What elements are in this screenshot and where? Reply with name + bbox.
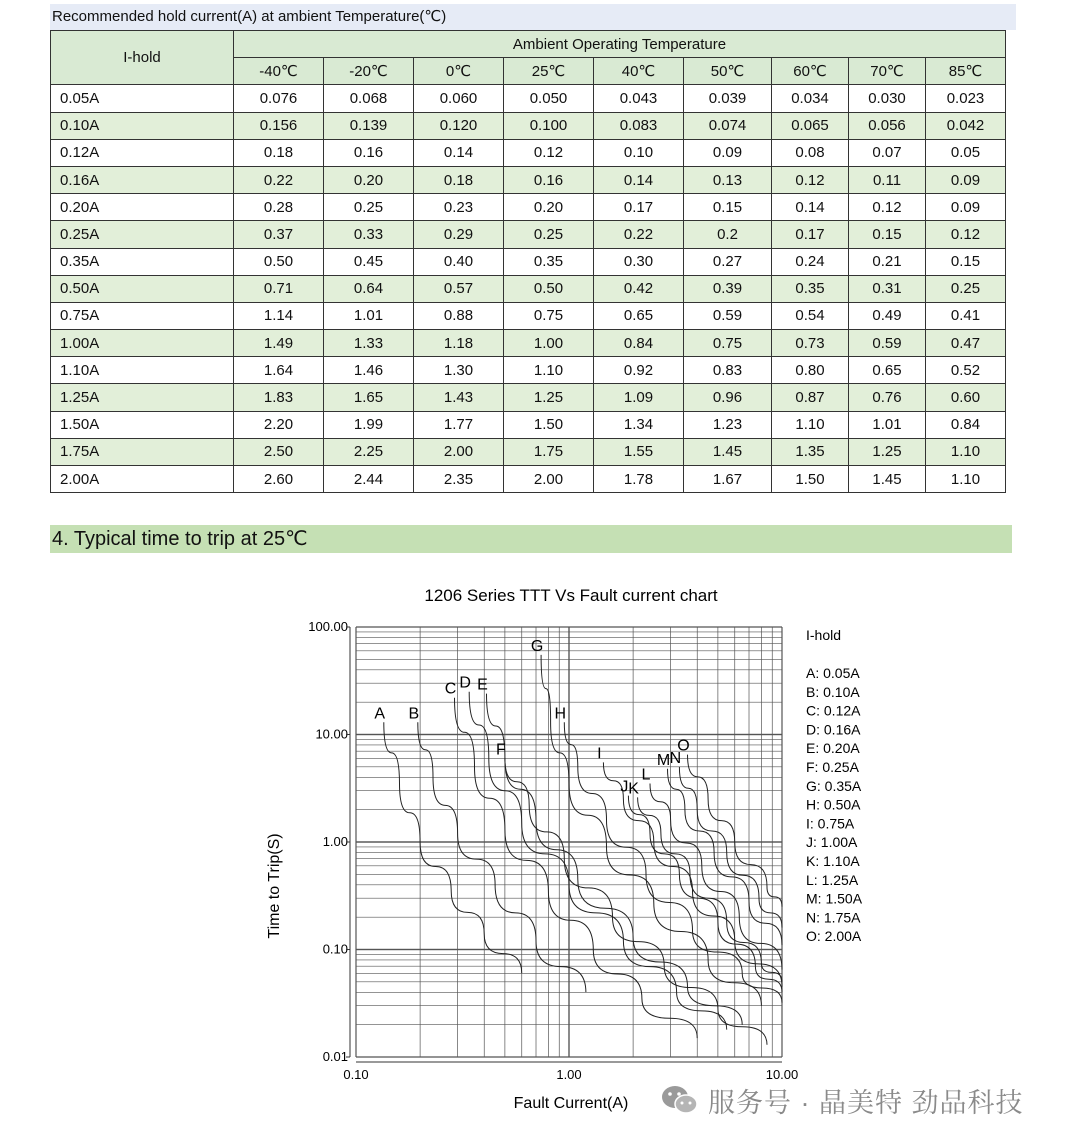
legend-item: L: 1.25A <box>806 871 859 888</box>
curve-label-k: K <box>628 780 639 798</box>
legend-item: F: 0.25A <box>806 759 859 775</box>
table-cell: 0.25 <box>324 194 414 221</box>
curve-label-i: I <box>597 745 602 763</box>
row-ihold: 0.05A <box>51 85 234 112</box>
row-ihold: 2.00A <box>51 466 234 493</box>
table-cell: 0.034 <box>772 85 849 112</box>
table-cell: 0.50 <box>504 275 594 302</box>
ihold-header: I-hold <box>51 31 234 85</box>
y-tick-label: 10.00 <box>315 726 348 742</box>
table-cell: 0.068 <box>324 85 414 112</box>
table-cell: 0.16 <box>504 166 594 193</box>
table-row <box>51 85 1006 112</box>
curve-label-h: H <box>554 705 567 723</box>
table-cell: 0.87 <box>772 384 849 411</box>
table-cell: 1.00 <box>504 330 594 357</box>
table-row <box>51 357 1006 384</box>
table-cell: 0.12 <box>772 166 849 193</box>
table-cell: 0.88 <box>414 302 504 329</box>
table-cell: 0.76 <box>849 384 926 411</box>
table-cell: 1.25 <box>849 438 926 465</box>
x-tick-label: 0.10 <box>343 1067 369 1082</box>
table-row <box>51 438 1006 465</box>
table-cell: 1.83 <box>234 384 324 411</box>
table-cell: 0.35 <box>772 275 849 302</box>
row-ihold: 1.75A <box>51 438 234 465</box>
table-cell: 0.60 <box>926 384 1006 411</box>
table-row <box>51 248 1006 275</box>
table-cell: 0.80 <box>772 357 849 384</box>
table-cell: 0.25 <box>504 221 594 248</box>
table-cell: 0.40 <box>414 248 504 275</box>
table-cell: 2.25 <box>324 438 414 465</box>
temperature-header: 25℃ <box>504 58 594 85</box>
table-cell: 0.120 <box>414 112 504 139</box>
curve-label-e: E <box>477 676 488 694</box>
chart-title: 1206 Series TTT Vs Fault current chart <box>424 586 718 605</box>
legend-item: C: 0.12A <box>806 702 861 719</box>
legend-item: J: 1.00A <box>806 834 858 851</box>
table-cell: 0.14 <box>772 194 849 221</box>
table-cell: 0.065 <box>772 112 849 139</box>
temperature-header: 0℃ <box>414 58 504 85</box>
trip-curves <box>374 638 782 1045</box>
table-cell: 1.30 <box>414 357 504 384</box>
table-row <box>51 194 1006 221</box>
table-cell: 0.042 <box>926 112 1006 139</box>
table-cell: 1.43 <box>414 384 504 411</box>
curve-label-c: C <box>444 680 457 698</box>
curve-label-o: O <box>677 737 690 755</box>
curve-label-j: J <box>620 778 629 796</box>
table-cell: 0.05 <box>926 139 1006 166</box>
table-cell: 2.35 <box>414 466 504 493</box>
table-cell: 1.01 <box>849 411 926 438</box>
table-cell: 0.039 <box>684 85 772 112</box>
table-cell: 0.18 <box>234 139 324 166</box>
table-cell: 0.156 <box>234 112 324 139</box>
table-cell: 0.12 <box>926 221 1006 248</box>
table-cell: 0.42 <box>594 275 684 302</box>
temperature-header: 70℃ <box>849 58 926 85</box>
row-ihold: 0.16A <box>51 166 234 193</box>
table-cell: 1.10 <box>926 466 1006 493</box>
table-cell: 0.18 <box>414 166 504 193</box>
curve-e <box>487 694 743 1025</box>
temperature-header: 50℃ <box>684 58 772 85</box>
table-cell: 1.75 <box>504 438 594 465</box>
table-cell: 1.78 <box>594 466 684 493</box>
table-row <box>51 112 1006 139</box>
table-cell: 0.13 <box>684 166 772 193</box>
table-cell: 1.45 <box>684 438 772 465</box>
wechat-icon <box>660 1084 700 1116</box>
table-row <box>51 275 1006 302</box>
legend-item: G: 0.35A <box>806 777 862 794</box>
table-cell: 1.45 <box>849 466 926 493</box>
curve-label-g: G <box>530 637 544 655</box>
table-cell: 1.10 <box>772 411 849 438</box>
table-cell: 0.09 <box>926 194 1006 221</box>
ttt-chart <box>0 560 1080 1120</box>
table-cell: 0.14 <box>594 166 684 193</box>
table-cell: 0.39 <box>684 275 772 302</box>
table-cell: 0.083 <box>594 112 684 139</box>
table-cell: 1.18 <box>414 330 504 357</box>
legend-item: O: 2.00A <box>806 928 862 945</box>
y-tick-label: 100.00 <box>308 619 348 634</box>
chart-axes <box>350 627 782 1062</box>
table-cell: 0.023 <box>926 85 1006 112</box>
row-ihold: 0.25A <box>51 221 234 248</box>
curve-label-n: N <box>669 749 682 767</box>
watermark-text: 服务号 · 晶美特 劲品科技 <box>708 1087 1024 1118</box>
table-cell: 0.49 <box>849 302 926 329</box>
table-cell: 0.31 <box>849 275 926 302</box>
table-cell: 1.34 <box>594 411 684 438</box>
curve-label-l: L <box>641 766 651 784</box>
table-cell: 0.043 <box>594 85 684 112</box>
row-ihold: 1.25A <box>51 384 234 411</box>
table-cell: 1.33 <box>324 330 414 357</box>
table-cell: 1.50 <box>504 411 594 438</box>
tick-labels <box>308 619 798 1082</box>
table-cell: 1.25 <box>504 384 594 411</box>
table-row <box>51 302 1006 329</box>
table-row <box>51 384 1006 411</box>
row-ihold: 0.75A <box>51 302 234 329</box>
table-cell: 0.139 <box>324 112 414 139</box>
legend-item: A: 0.05A <box>806 665 860 681</box>
table-cell: 0.12 <box>504 139 594 166</box>
table-cell: 0.75 <box>684 330 772 357</box>
table-cell: 0.75 <box>504 302 594 329</box>
table-cell: 0.25 <box>926 275 1006 302</box>
x-tick-label: 1.00 <box>556 1067 582 1082</box>
table-cell: 1.35 <box>772 438 849 465</box>
table-row <box>51 330 1006 357</box>
table-cell: 1.10 <box>504 357 594 384</box>
table-cell: 0.15 <box>926 248 1006 275</box>
table-cell: 2.50 <box>234 438 324 465</box>
legend-item: D: 0.16A <box>806 721 861 738</box>
curve-a <box>384 722 522 973</box>
table-cell: 0.24 <box>772 248 849 275</box>
table-cell: 0.57 <box>414 275 504 302</box>
temperature-header: 60℃ <box>772 58 849 85</box>
temperature-header: -40℃ <box>234 58 324 85</box>
y-tick-label: 0.01 <box>322 1049 348 1064</box>
table-cell: 1.65 <box>324 384 414 411</box>
table-cell: 0.030 <box>849 85 926 112</box>
legend-item: H: 0.50A <box>806 796 861 813</box>
table-row <box>51 221 1006 248</box>
table-cell: 0.73 <box>772 330 849 357</box>
table-cell: 0.17 <box>772 221 849 248</box>
table-cell: 0.59 <box>849 330 926 357</box>
table-cell: 1.64 <box>234 357 324 384</box>
y-axis-label: Time to Trip(S) <box>266 833 283 939</box>
table-cell: 0.59 <box>684 302 772 329</box>
table-cell: 0.10 <box>594 139 684 166</box>
row-ihold: 0.12A <box>51 139 234 166</box>
table-cell: 1.55 <box>594 438 684 465</box>
table-row <box>51 166 1006 193</box>
table-cell: 0.27 <box>684 248 772 275</box>
table-cell: 1.23 <box>684 411 772 438</box>
table-cell: 0.41 <box>926 302 1006 329</box>
y-tick-label: 1.00 <box>322 834 348 849</box>
table-cell: 0.15 <box>849 221 926 248</box>
table-cell: 0.45 <box>324 248 414 275</box>
curve-label-b: B <box>408 705 420 723</box>
table-cell: 0.84 <box>926 411 1006 438</box>
table-cell: 0.52 <box>926 357 1006 384</box>
table-cell: 0.15 <box>684 194 772 221</box>
legend-item: N: 1.75A <box>806 909 861 926</box>
table-cell: 0.96 <box>684 384 772 411</box>
table-cell: 0.14 <box>414 139 504 166</box>
section-title: 4. Typical time to trip at 25℃ <box>50 525 1012 553</box>
table-cell: 0.07 <box>849 139 926 166</box>
table-cell: 0.30 <box>594 248 684 275</box>
table-cell: 0.09 <box>926 166 1006 193</box>
temperature-header: 40℃ <box>594 58 684 85</box>
table-cell: 0.54 <box>772 302 849 329</box>
legend-item: M: 1.50A <box>806 890 863 907</box>
table-row <box>51 466 1006 493</box>
x-tick-label: 10.00 <box>765 1067 799 1082</box>
table-cell: 0.28 <box>234 194 324 221</box>
curve-label-m: M <box>656 751 671 769</box>
table-cell: 0.83 <box>684 357 772 384</box>
table-cell: 0.20 <box>324 166 414 193</box>
legend-item: E: 0.20A <box>806 740 860 757</box>
table-cell: 0.50 <box>234 248 324 275</box>
table-body <box>51 85 1006 493</box>
table-cell: 1.09 <box>594 384 684 411</box>
row-ihold: 1.00A <box>51 330 234 357</box>
table-cell: 0.64 <box>324 275 414 302</box>
temperature-group-header: Ambient Operating Temperature <box>234 31 1006 58</box>
table-cell: 0.2 <box>684 221 772 248</box>
table-cell: 0.33 <box>324 221 414 248</box>
table-cell: 0.060 <box>414 85 504 112</box>
curve-label-f: F <box>495 741 506 759</box>
curve-label-a: A <box>374 705 386 723</box>
chart-legend <box>806 627 863 944</box>
table-cell: 0.076 <box>234 85 324 112</box>
table-caption: Recommended hold current(A) at ambient Temperature(℃) <box>50 4 1016 30</box>
legend-item: B: 0.10A <box>806 683 860 700</box>
row-ihold: 0.10A <box>51 112 234 139</box>
table-cell: 2.00 <box>504 466 594 493</box>
table-cell: 0.35 <box>504 248 594 275</box>
legend-item: I: 0.75A <box>806 815 855 832</box>
table-cell: 0.92 <box>594 357 684 384</box>
row-ihold: 1.50A <box>51 411 234 438</box>
table-cell: 0.65 <box>594 302 684 329</box>
table-cell: 0.84 <box>594 330 684 357</box>
table-cell: 0.08 <box>772 139 849 166</box>
temperature-header: 85℃ <box>926 58 1006 85</box>
legend-item: K: 1.10A <box>806 853 860 869</box>
table-cell: 0.23 <box>414 194 504 221</box>
curve-b <box>418 722 586 992</box>
row-ihold: 0.20A <box>51 194 234 221</box>
curve-l <box>650 784 782 970</box>
table-row <box>51 411 1006 438</box>
table-cell: 0.056 <box>849 112 926 139</box>
table-cell: 0.050 <box>504 85 594 112</box>
table-cell: 0.074 <box>684 112 772 139</box>
table-cell: 0.37 <box>234 221 324 248</box>
table-cell: 0.20 <box>504 194 594 221</box>
x-axis-label: Fault Current(A) <box>513 1095 629 1112</box>
legend-title: I-hold <box>806 627 842 643</box>
y-tick-label: 0.10 <box>322 941 348 957</box>
table-cell: 0.17 <box>594 194 684 221</box>
table-cell: 0.21 <box>849 248 926 275</box>
table-row <box>51 139 1006 166</box>
table-cell: 0.100 <box>504 112 594 139</box>
table-cell: 2.44 <box>324 466 414 493</box>
table-cell: 0.16 <box>324 139 414 166</box>
row-ihold: 0.50A <box>51 275 234 302</box>
table-cell: 1.49 <box>234 330 324 357</box>
table-cell: 1.01 <box>324 302 414 329</box>
table-cell: 0.29 <box>414 221 504 248</box>
table-cell: 0.22 <box>234 166 324 193</box>
table-cell: 2.60 <box>234 466 324 493</box>
table-cell: 0.47 <box>926 330 1006 357</box>
table-cell: 1.77 <box>414 411 504 438</box>
row-ihold: 0.35A <box>51 248 234 275</box>
table-cell: 2.00 <box>414 438 504 465</box>
watermark <box>660 1080 1024 1120</box>
row-ihold: 1.10A <box>51 357 234 384</box>
temperature-header: -20℃ <box>324 58 414 85</box>
hold-current-table <box>50 30 1006 493</box>
table-cell: 1.99 <box>324 411 414 438</box>
table-cell: 0.65 <box>849 357 926 384</box>
table-cell: 0.71 <box>234 275 324 302</box>
table-cell: 1.67 <box>684 466 772 493</box>
curve-label-d: D <box>459 674 471 692</box>
table-cell: 2.20 <box>234 411 324 438</box>
table-cell: 0.22 <box>594 221 684 248</box>
table-cell: 0.09 <box>684 139 772 166</box>
table-cell: 0.11 <box>849 166 926 193</box>
table-cell: 1.14 <box>234 302 324 329</box>
table-cell: 1.10 <box>926 438 1006 465</box>
table-cell: 1.46 <box>324 357 414 384</box>
table-cell: 1.50 <box>772 466 849 493</box>
curve-f <box>505 758 767 1045</box>
table-cell: 0.12 <box>849 194 926 221</box>
